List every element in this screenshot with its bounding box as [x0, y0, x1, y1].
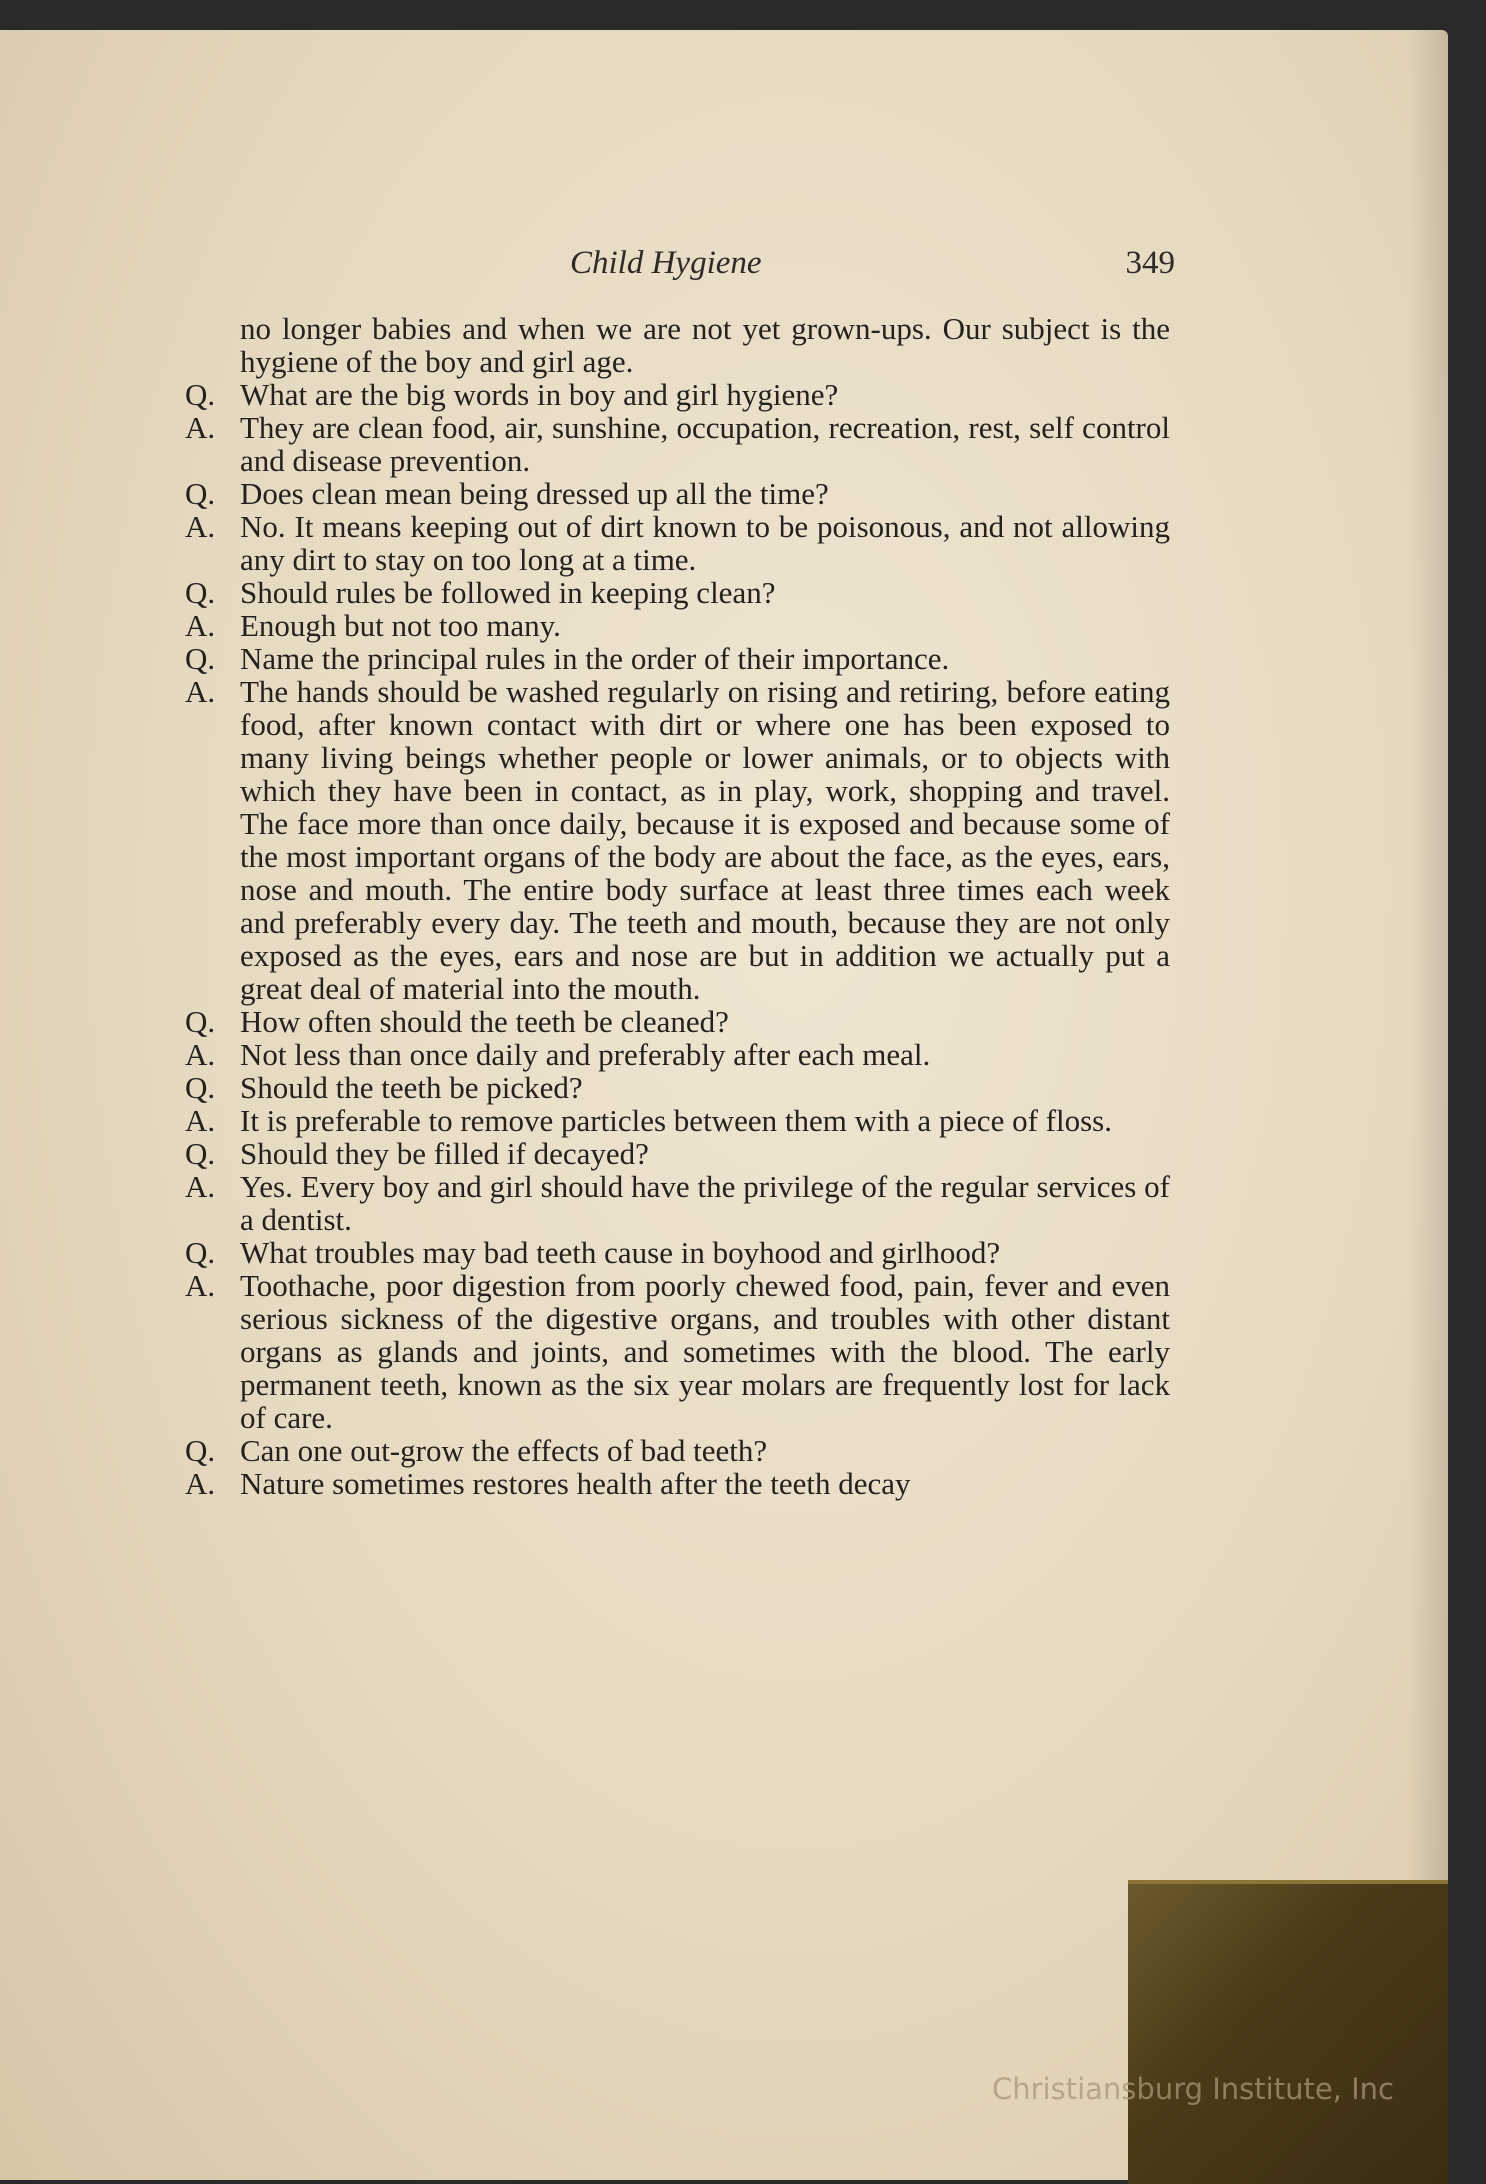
page-header: [0, 245, 1190, 285]
qa-text: What are the big words in boy and girl hygiene?: [240, 377, 839, 412]
qa-text: Nature sometimes restores health after the teeth decay: [240, 1466, 911, 1501]
qa-text: Should the teeth be picked?: [240, 1070, 583, 1105]
qa-label: Q.: [185, 1235, 216, 1270]
qa-label: A.: [185, 1169, 216, 1204]
qa-line: [185, 411, 1170, 477]
qa-text-block: [185, 312, 1170, 1500]
qa-label: A.: [185, 1466, 216, 1501]
running-head: Child Hygiene: [570, 245, 762, 281]
qa-line: [185, 510, 1170, 576]
qa-label: Q.: [185, 1070, 216, 1105]
qa-line: [185, 642, 1170, 675]
qa-text: Toothache, poor digestion from poorly chewed food, pain, fever and even serious sickness of the digestive organs, and troubles with other distant organs as glands and joints, and sometimes with the blood. The early permanent teeth, known as the six year molars are frequently lost for lack of care.: [240, 1268, 1170, 1435]
qa-line: [185, 609, 1170, 642]
qa-label: Q.: [185, 575, 216, 610]
qa-text: Name the principal rules in the order of their importance.: [240, 641, 950, 676]
qa-line: [185, 1071, 1170, 1104]
qa-line: [185, 378, 1170, 411]
qa-text: Yes. Every boy and girl should have the privilege of the regular services of a dentist.: [240, 1169, 1170, 1237]
qa-line: [185, 477, 1170, 510]
qa-line: [185, 675, 1170, 1005]
watermark: Christiansburg Institute, Inc: [992, 2072, 1394, 2106]
qa-text: What troubles may bad teeth cause in boyhood and girlhood?: [240, 1235, 1001, 1270]
qa-label: A.: [185, 608, 216, 643]
qa-line: [185, 1005, 1170, 1038]
qa-line: [185, 1104, 1170, 1137]
qa-label: A.: [185, 1268, 216, 1303]
qa-text: Does clean mean being dressed up all the time?: [240, 476, 829, 511]
qa-line: [185, 1434, 1170, 1467]
qa-text: Can one out-grow the effects of bad teeth?: [240, 1433, 768, 1468]
page-edge-shadow: [1408, 30, 1448, 2180]
page-number: 349: [1125, 245, 1175, 281]
qa-label: A.: [185, 1103, 216, 1138]
qa-text: Enough but not too many.: [240, 608, 561, 643]
qa-text: It is preferable to remove particles between them with a piece of floss.: [240, 1103, 1112, 1138]
qa-text: No. It means keeping out of dirt known to be poisonous, and not allowing any dirt to stay on too long at a time.: [240, 509, 1170, 577]
qa-label: Q.: [185, 1433, 216, 1468]
qa-line: [185, 1236, 1170, 1269]
qa-text: The hands should be washed regularly on rising and retiring, before eating food, after known contact with dirt or where one has been exposed to many living beings whether people or lower animals, or to objects with which they have been in contact, as in play, work, shopping and travel. The face more than once daily, because it is exposed and because some of the most important organs of the body are about the face, as the eyes, ears, nose and mouth. The entire body surface at least three times each week and preferably every day. The teeth and mouth, because they are not only exposed as the eyes, ears and nose are but in addition we actually put a great deal of material into the mouth.: [240, 674, 1170, 1006]
qa-label: Q.: [185, 1004, 216, 1039]
qa-line: [185, 1038, 1170, 1071]
qa-line: [185, 312, 1170, 378]
qa-text: Not less than once daily and preferably after each meal.: [240, 1037, 931, 1072]
brass-page-tab: [1128, 1880, 1448, 2184]
qa-label: [185, 312, 240, 378]
qa-text: They are clean food, air, sunshine, occupation, recreation, rest, self control and disease prevention.: [240, 410, 1170, 478]
qa-label: A.: [185, 509, 216, 544]
qa-text: Should they be filled if decayed?: [240, 1136, 649, 1171]
qa-label: Q.: [185, 377, 216, 412]
qa-line: [185, 576, 1170, 609]
qa-text: Should rules be followed in keeping clean?: [240, 575, 776, 610]
qa-text: How often should the teeth be cleaned?: [240, 1004, 729, 1039]
qa-label: A.: [185, 1037, 216, 1072]
qa-line: [185, 1467, 1170, 1500]
qa-line: [185, 1269, 1170, 1434]
qa-line: [185, 1137, 1170, 1170]
qa-label: A.: [185, 674, 216, 709]
qa-label: Q.: [185, 641, 216, 676]
qa-line: [185, 1170, 1170, 1236]
qa-text: no longer babies and when we are not yet grown-ups. Our subject is the hygiene of the boy and girl age.: [240, 311, 1170, 379]
qa-label: Q.: [185, 1136, 216, 1171]
qa-label: Q.: [185, 476, 216, 511]
qa-label: A.: [185, 410, 216, 445]
